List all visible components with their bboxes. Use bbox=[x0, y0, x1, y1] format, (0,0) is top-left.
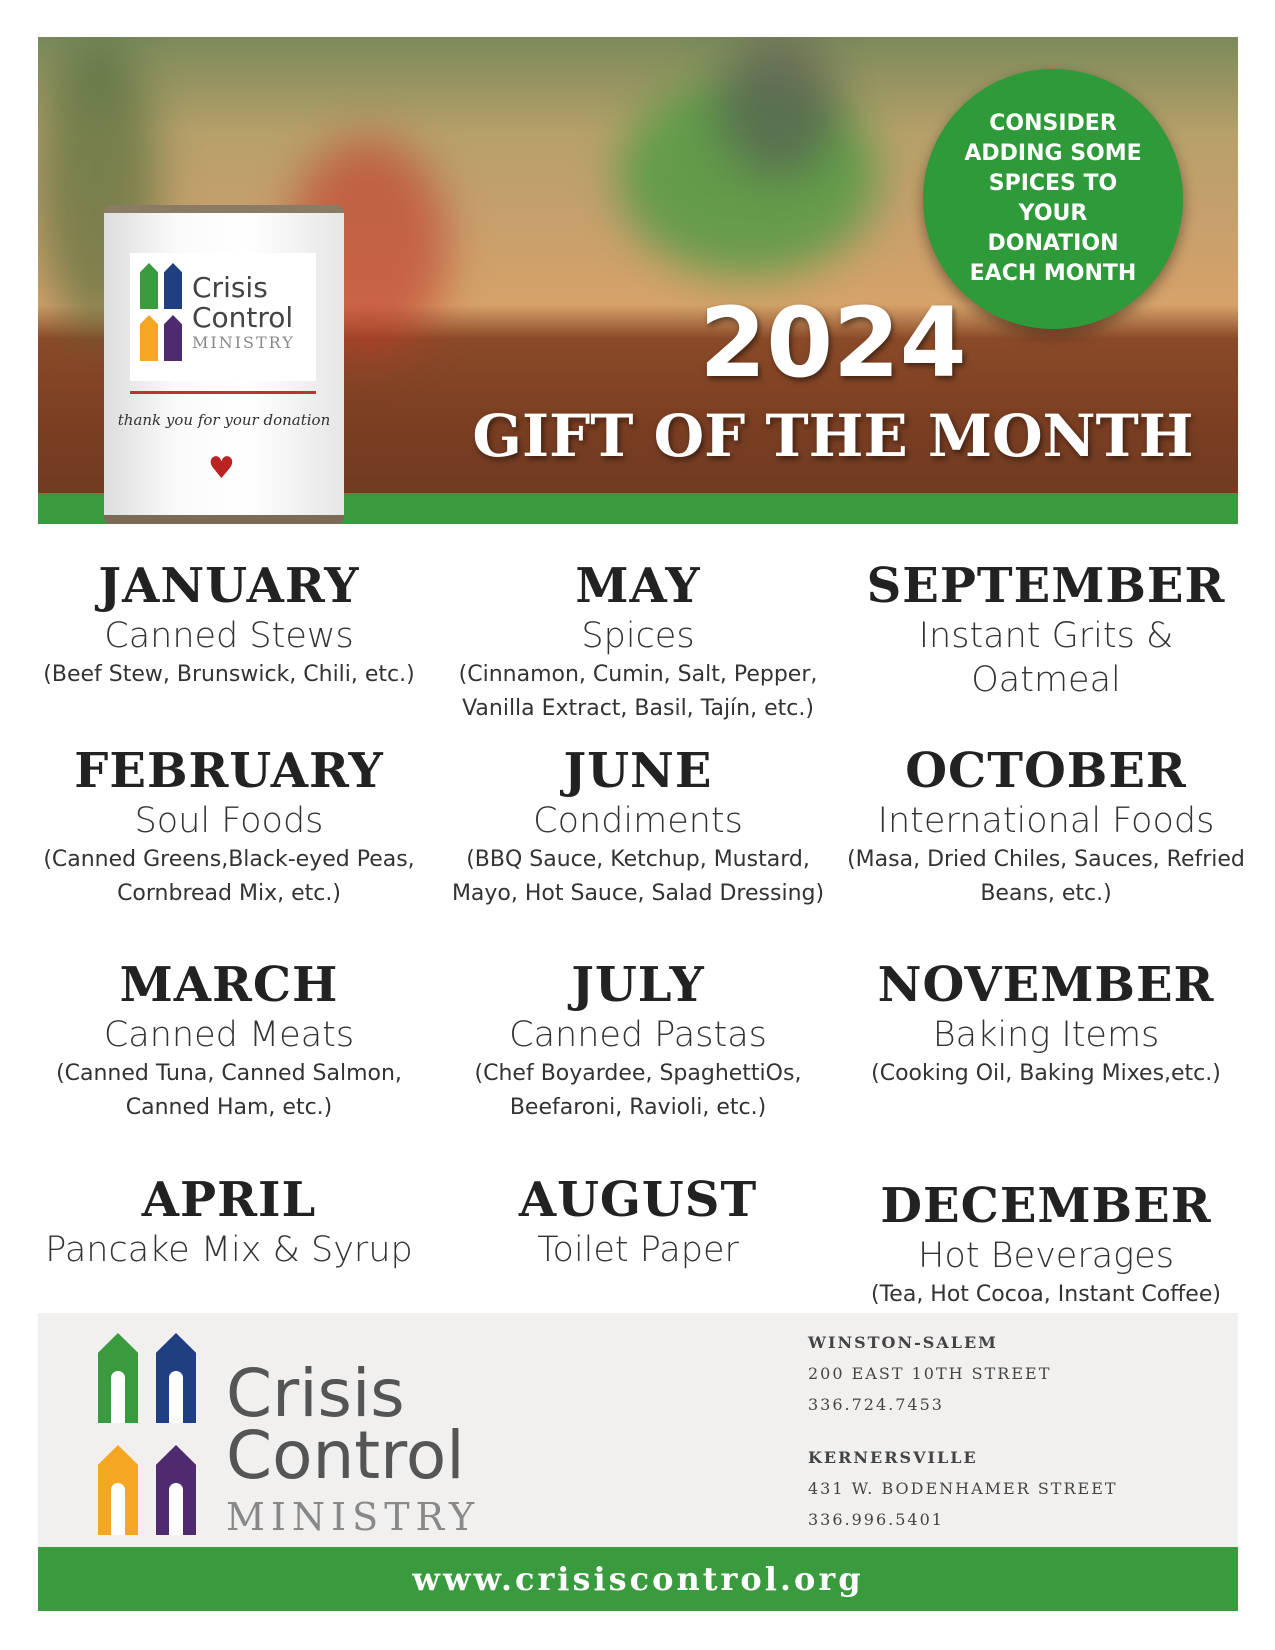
logo-text: Control bbox=[226, 1417, 465, 1494]
gift-item: International Foods bbox=[877, 801, 1215, 841]
gift-examples: (Tea, Hot Cocoa, Instant Coffee) bbox=[871, 1282, 1221, 1307]
gift-item: Canned Meats bbox=[103, 1015, 355, 1055]
month-name: MAY bbox=[575, 558, 701, 614]
location-phone: 336.996.5401 bbox=[808, 1510, 944, 1529]
page-title: GIFT OF THE MONTH bbox=[472, 402, 1194, 470]
month-name: MARCH bbox=[119, 957, 339, 1013]
blurred-background bbox=[718, 37, 838, 177]
footer bbox=[38, 1313, 1238, 1547]
can-logo-text: Control bbox=[192, 300, 294, 334]
gift-item: Spices bbox=[581, 616, 695, 656]
heart-icon: ♥ bbox=[208, 451, 235, 486]
gift-examples: (Canned Greens,Black-eyed Peas, Cornbread Mix, etc.) bbox=[43, 847, 415, 906]
hero-banner bbox=[38, 37, 1238, 524]
gift-examples: (Chef Boyardee, SpaghettiOs, Beefaroni, Ravioli, etc.) bbox=[474, 1061, 802, 1120]
month-name: JANUARY bbox=[98, 558, 360, 614]
location-city: WINSTON-SALEM bbox=[808, 1333, 998, 1352]
website-link[interactable]: www.crisiscontrol.org bbox=[38, 1547, 1238, 1611]
month-block bbox=[846, 957, 1246, 1091]
gift-examples: (Cooking Oil, Baking Mixes,etc.) bbox=[871, 1061, 1221, 1086]
month-name: OCTOBER bbox=[905, 743, 1187, 799]
logo-text: Crisis bbox=[226, 1355, 405, 1432]
gift-item: Instant Grits & Oatmeal bbox=[918, 616, 1174, 700]
month-block bbox=[438, 957, 838, 1125]
gift-examples: (BBQ Sauce, Ketchup, Mustard, Mayo, Hot Sauce, Salad Dressing) bbox=[451, 847, 825, 906]
divider bbox=[130, 391, 316, 394]
location-phone: 336.724.7453 bbox=[808, 1395, 944, 1414]
gift-item: Baking Items bbox=[932, 1015, 1160, 1055]
month-block bbox=[846, 558, 1246, 702]
location-street: 200 EAST 10TH STREET bbox=[808, 1364, 1052, 1383]
gift-item: Hot Beverages bbox=[918, 1236, 1174, 1276]
month-block bbox=[29, 957, 429, 1125]
month-name: DECEMBER bbox=[880, 1178, 1212, 1234]
month-block bbox=[29, 558, 429, 692]
location-city: KERNERSVILLE bbox=[808, 1448, 978, 1467]
gift-examples: (Cinnamon, Cumin, Salt, Pepper, Vanilla Extract, Basil, Tajín, etc.) bbox=[458, 662, 818, 721]
can-logo bbox=[130, 253, 316, 381]
donation-can-image bbox=[104, 205, 344, 524]
month-block bbox=[438, 1172, 838, 1272]
gift-item: Canned Stews bbox=[104, 616, 354, 656]
can-thanks-text: thank you for your donation bbox=[117, 411, 331, 429]
logo-houses-icon bbox=[98, 1333, 196, 1539]
can-logo-text: MINISTRY bbox=[192, 332, 295, 352]
gift-examples: (Canned Tuna, Canned Salmon, Canned Ham, etc.) bbox=[56, 1061, 402, 1120]
month-name: JUNE bbox=[563, 743, 713, 799]
gift-item: Toilet Paper bbox=[537, 1230, 739, 1270]
location-street: 431 W. BODENHAMER STREET bbox=[808, 1479, 1118, 1498]
month-block bbox=[29, 743, 429, 911]
month-block bbox=[846, 743, 1246, 911]
month-block bbox=[438, 743, 838, 911]
gift-item: Pancake Mix & Syrup bbox=[45, 1230, 413, 1270]
gift-item: Condiments bbox=[533, 801, 743, 841]
year-heading: 2024 bbox=[699, 287, 967, 399]
month-name: APRIL bbox=[141, 1172, 317, 1228]
logo-text: MINISTRY bbox=[226, 1495, 481, 1539]
can-logo-text: Crisis bbox=[192, 270, 268, 304]
month-name: NOVEMBER bbox=[877, 957, 1215, 1013]
month-block bbox=[438, 558, 838, 726]
footer-logo bbox=[98, 1333, 480, 1539]
addresses bbox=[808, 1333, 1118, 1541]
month-name: JULY bbox=[571, 957, 705, 1013]
gift-examples: (Masa, Dried Chiles, Sauces, Refried Beans, etc.) bbox=[847, 847, 1245, 906]
gift-examples: (Beef Stew, Brunswick, Chili, etc.) bbox=[43, 662, 415, 687]
month-name: SEPTEMBER bbox=[866, 558, 1226, 614]
gift-item: Canned Pastas bbox=[509, 1015, 767, 1055]
spices-badge: CONSIDER ADDING SOME SPICES TO YOUR DONATION EACH MONTH bbox=[923, 69, 1183, 329]
month-name: AUGUST bbox=[518, 1172, 758, 1228]
month-block bbox=[29, 1172, 429, 1272]
month-block bbox=[846, 1178, 1246, 1312]
gift-item: Soul Foods bbox=[134, 801, 324, 841]
month-name: FEBRUARY bbox=[74, 743, 384, 799]
